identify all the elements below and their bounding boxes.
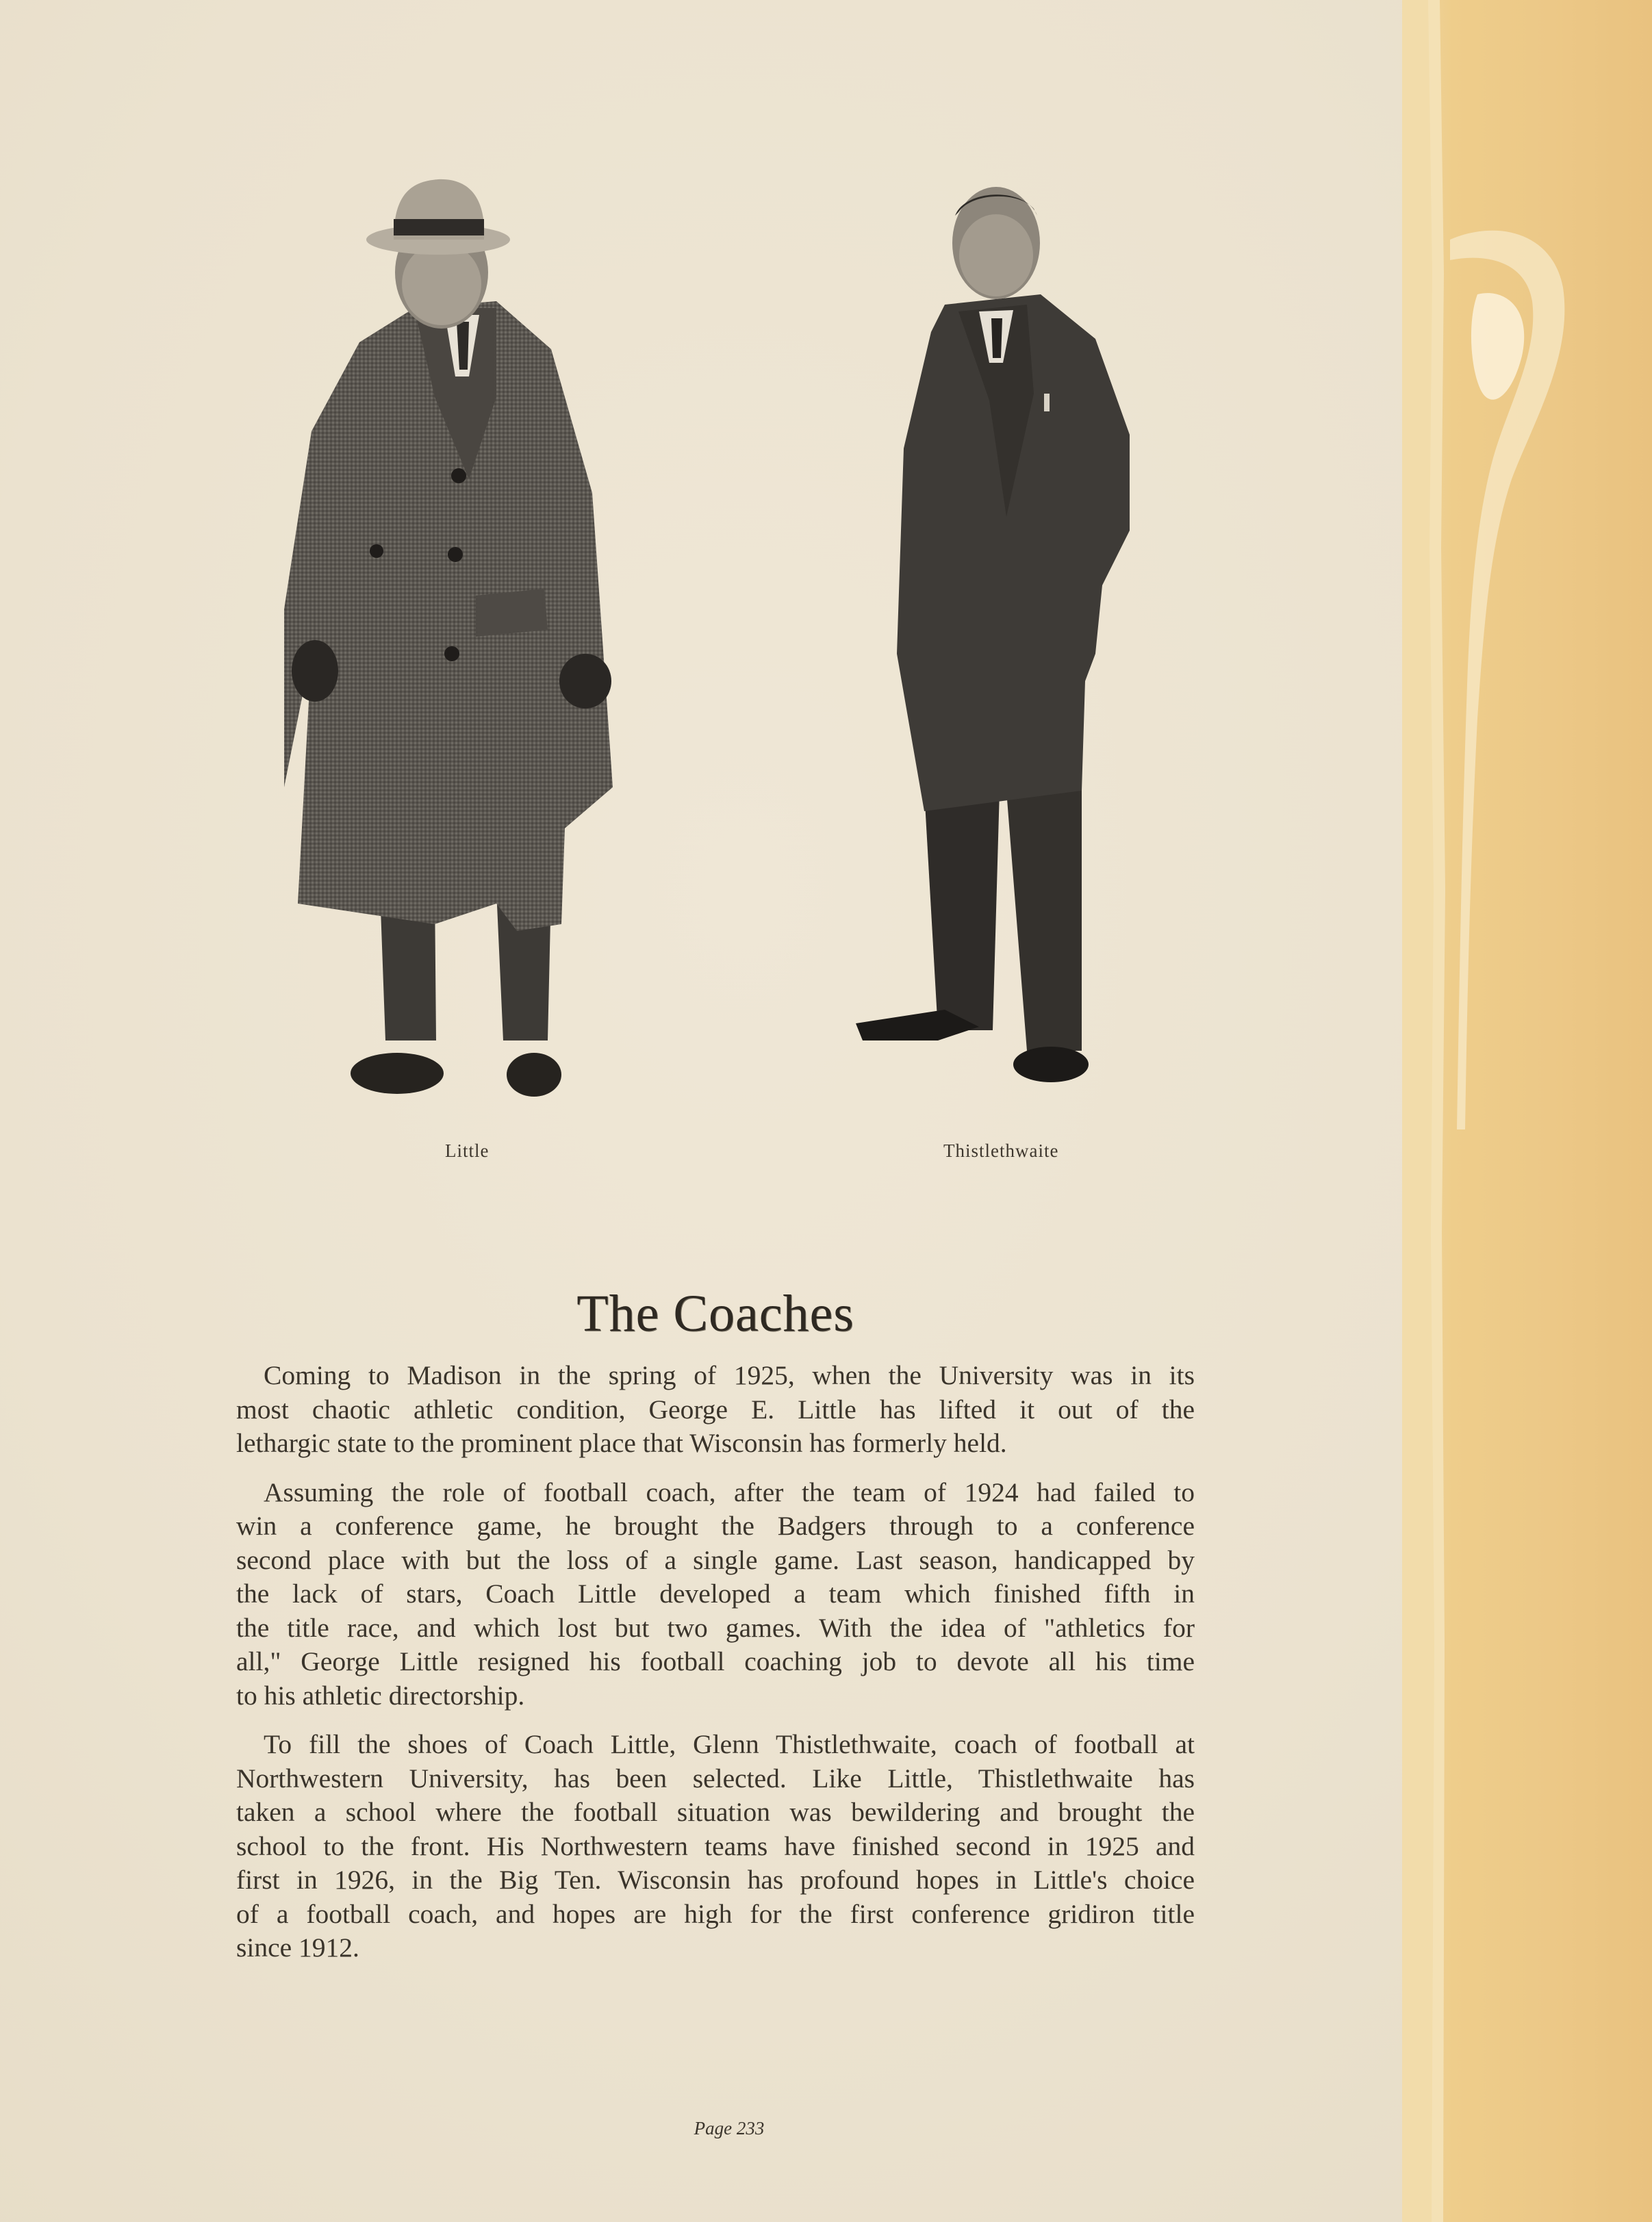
text-line: first in 1926, in the Big Ten. Wisconsin has profound hopes in Little's choice	[236, 1865, 1195, 1895]
text-line: to his athletic directorship.	[236, 1680, 525, 1711]
paragraph-2	[236, 1476, 1195, 1713]
text-line: school to the front. His Northwestern teams have finished second in 1925 and	[236, 1830, 1195, 1861]
text-line: taken a school where the football situation was bewildering and brought the	[236, 1797, 1195, 1827]
text-line: Assuming the role of football coach, after the team of 1924 had failed to	[264, 1477, 1195, 1507]
text-line: of a football coach, and hopes are high for the first conference gridiron title	[236, 1898, 1195, 1929]
text-line: To fill the shoes of Coach Little, Glenn Thistlethwaite, coach of football at	[264, 1729, 1195, 1759]
photo-little	[270, 171, 647, 1109]
text-line: win a conference game, he brought the Badgers through to a conference	[236, 1511, 1195, 1541]
text-line: Coming to Madison in the spring of 1925, when the University was in its	[264, 1360, 1195, 1390]
text-line: since 1912.	[236, 1932, 359, 1963]
page-number: Page 233	[694, 2118, 765, 2138]
article-body	[236, 1359, 1195, 1980]
photo-caption-little: Little	[445, 1140, 490, 1161]
text-line: second place with but the loss of a single game. Last season, handicapped by	[236, 1544, 1195, 1575]
paragraph-1	[236, 1359, 1195, 1461]
photo-caption-thistlethwaite: Thistlethwaite	[943, 1140, 1059, 1161]
text-line: the lack of stars, Coach Little developed a team which finished fifth in	[236, 1579, 1195, 1609]
paragraph-3	[236, 1728, 1195, 1965]
border-ornament	[1402, 0, 1652, 2222]
text-line: lethargic state to the prominent place that Wisconsin has formerly held.	[236, 1428, 1007, 1458]
text-line: Northwestern University, has been selected. Like Little, Thistlethwaite has	[236, 1763, 1195, 1793]
page-title: The Coaches	[576, 1284, 854, 1342]
text-line: the title race, and which lost but two games. With the idea of "athletics for	[236, 1612, 1195, 1643]
photo-thistlethwaite	[842, 175, 1160, 1112]
text-line: most chaotic athletic condition, George E. Little has lifted it out of the	[236, 1394, 1195, 1425]
text-line: all," George Little resigned his football coaching job to devote all his time	[236, 1646, 1195, 1676]
